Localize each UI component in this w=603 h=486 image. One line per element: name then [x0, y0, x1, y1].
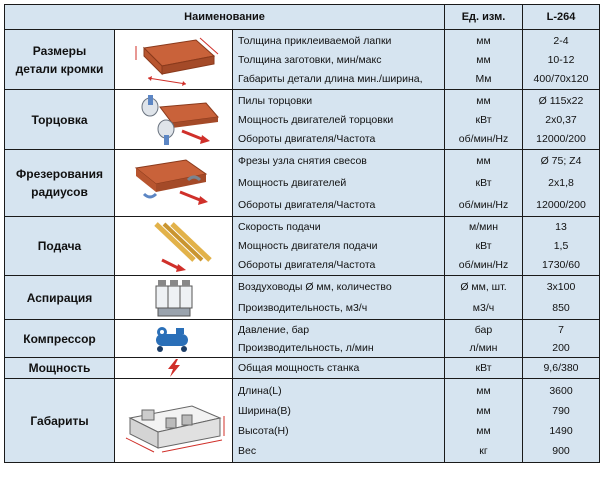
section-title-line: Компрессор: [23, 331, 96, 346]
unit-label: мм: [476, 53, 491, 66]
value-label: 3600: [549, 384, 573, 397]
section-image: [115, 379, 233, 463]
unit-label: Ø мм, шт.: [460, 281, 507, 293]
section-title-line: Фрезерования: [16, 167, 103, 181]
section-title: [5, 150, 115, 217]
unit-label: м3/ч: [472, 302, 495, 314]
section-title-line: детали кромки: [15, 61, 104, 76]
header-model: L-264: [523, 5, 600, 30]
param-label: Производительность, м3/ч: [238, 302, 368, 314]
section-trimming: [5, 90, 600, 150]
unit-cell: [445, 320, 523, 358]
value-label: 2х0,37: [545, 113, 577, 126]
section-image: [115, 30, 233, 90]
unit-label: мм: [476, 384, 491, 397]
param-label: Обороты двигателя/Частота: [238, 199, 376, 211]
section-title: [5, 276, 115, 320]
param-label: Воздуховоды Ø мм, количество: [238, 281, 392, 293]
param-cell: [233, 379, 445, 463]
unit-label: кВт: [475, 177, 492, 189]
value-cell: [523, 150, 600, 217]
param-label: Длина(L): [238, 384, 282, 397]
section-milling: [5, 150, 600, 217]
unit-label: кВт: [475, 113, 492, 126]
param-label: Обороты двигателя/Частота: [238, 132, 376, 145]
machine-outline-icon: [122, 388, 226, 454]
value-label: 1,5: [553, 240, 569, 252]
section-image: [115, 217, 233, 276]
unit-label: об/мин/Hz: [458, 259, 509, 271]
spec-sheet: [4, 4, 599, 482]
param-cell: [233, 276, 445, 320]
param-cell: [233, 217, 445, 276]
value-cell: [523, 320, 600, 358]
unit-label: мм: [476, 34, 491, 47]
compressor-icon: [146, 324, 202, 354]
unit-cell: [445, 30, 523, 90]
value-label: 2-4: [553, 34, 569, 47]
value-label: 12000/200: [536, 132, 586, 145]
param-cell: [233, 90, 445, 150]
section-title-line: Торцовка: [31, 112, 88, 127]
param-label: Мощность двигателей: [238, 177, 347, 189]
value-label: 7: [558, 323, 564, 336]
value-label: 2х1,8: [548, 177, 574, 189]
header-row: [5, 5, 600, 30]
section-title: [5, 30, 115, 90]
section-title-line: радиусов: [31, 185, 88, 199]
section-title: [5, 379, 115, 463]
section-title-line: Размеры: [32, 43, 87, 58]
value-label: 3х100: [546, 281, 576, 293]
unit-cell: [445, 217, 523, 276]
value-label: 12000/200: [536, 199, 586, 211]
section-image: [115, 90, 233, 150]
value-label: Ø 115х22: [538, 94, 584, 107]
unit-label: кВт: [475, 362, 492, 374]
param-label: Толщина приклеиваемой лапки: [238, 34, 392, 47]
value-label: 790: [552, 404, 570, 417]
section-title-line: Габариты: [30, 413, 89, 428]
value-cell: [523, 358, 600, 379]
param-label: Высота(H): [238, 424, 289, 437]
param-cell: [233, 358, 445, 379]
param-label: Обороты двигателя/Частота: [238, 259, 376, 271]
unit-label: мм: [476, 155, 491, 167]
value-cell: [523, 379, 600, 463]
unit-label: м/мин: [468, 221, 499, 233]
unit-label: мм: [476, 94, 491, 107]
value-label: 900: [552, 444, 570, 457]
unit-label: кВт: [475, 240, 492, 252]
param-label: Давление, бар: [238, 323, 310, 336]
unit-cell: [445, 90, 523, 150]
value-label: 9,6/380: [543, 362, 579, 374]
section-image: [115, 276, 233, 320]
param-label: Мощность двигателей торцовки: [238, 113, 394, 126]
section-aspiration: [5, 276, 600, 320]
unit-label: бар: [474, 323, 493, 336]
section-feed: [5, 217, 600, 276]
unit-label: Мм: [475, 72, 492, 85]
param-cell: [233, 30, 445, 90]
value-label: 200: [552, 341, 570, 354]
value-cell: [523, 90, 600, 150]
unit-cell: [445, 358, 523, 379]
unit-cell: [445, 150, 523, 217]
unit-label: мм: [476, 424, 491, 437]
unit-label: мм: [476, 404, 491, 417]
section-title-line: Подача: [37, 239, 82, 253]
section-compressor: [5, 320, 600, 358]
param-label: Мощность двигателя подачи: [238, 240, 378, 252]
value-label: 1730/60: [542, 259, 580, 271]
value-label: 13: [555, 221, 567, 233]
section-dimensions: [5, 379, 600, 463]
unit-label: кг: [479, 444, 488, 457]
value-cell: [523, 276, 600, 320]
param-label: Вес: [238, 444, 257, 457]
header-name: Наименование: [5, 5, 445, 30]
value-cell: [523, 30, 600, 90]
param-label: Толщина заготовки, мин/макс: [238, 53, 382, 66]
section-title-line: Мощность: [28, 361, 91, 375]
section-image: [115, 358, 233, 379]
dust-extractor-icon: [144, 278, 204, 318]
param-label: Производительность, л/мин: [238, 341, 374, 354]
section-edge-size: [5, 30, 600, 90]
section-image: [115, 150, 233, 217]
unit-label: об/мин/Hz: [458, 199, 509, 211]
param-label: Скорость подачи: [238, 221, 321, 233]
unit-label: л/мин: [469, 341, 498, 354]
edge-panel-icon: [126, 34, 222, 86]
section-power: [5, 358, 600, 379]
param-label: Общая мощность станка: [238, 362, 360, 374]
unit-cell: [445, 276, 523, 320]
value-label: 10-12: [547, 53, 575, 66]
value-cell: [523, 217, 600, 276]
param-label: Фрезы узла снятия свесов: [238, 155, 367, 167]
radius-milling-icon: [126, 154, 222, 212]
value-label: 1490: [549, 424, 573, 437]
section-title: [5, 217, 115, 276]
header-unit: Ед. изм.: [445, 5, 523, 30]
lightning-bolt-icon: [164, 359, 184, 377]
feed-rails-icon: [126, 220, 222, 272]
value-label: 400/70х120: [533, 72, 589, 85]
param-label: Пилы торцовки: [238, 94, 313, 107]
section-title: [5, 90, 115, 150]
param-cell: [233, 320, 445, 358]
section-image: [115, 320, 233, 358]
end-trim-saw-icon: [126, 93, 222, 147]
section-title: [5, 320, 115, 358]
value-label: Ø 75; Z4: [540, 155, 582, 167]
section-title-line: Аспирация: [26, 290, 93, 305]
param-label: Ширина(B): [238, 404, 291, 417]
param-cell: [233, 150, 445, 217]
spec-table: [4, 4, 600, 463]
section-title: [5, 358, 115, 379]
unit-label: об/мин/Hz: [458, 132, 509, 145]
value-label: 850: [552, 302, 570, 314]
unit-cell: [445, 379, 523, 463]
param-label: Габариты детали длина мин./ширина,: [238, 72, 423, 85]
